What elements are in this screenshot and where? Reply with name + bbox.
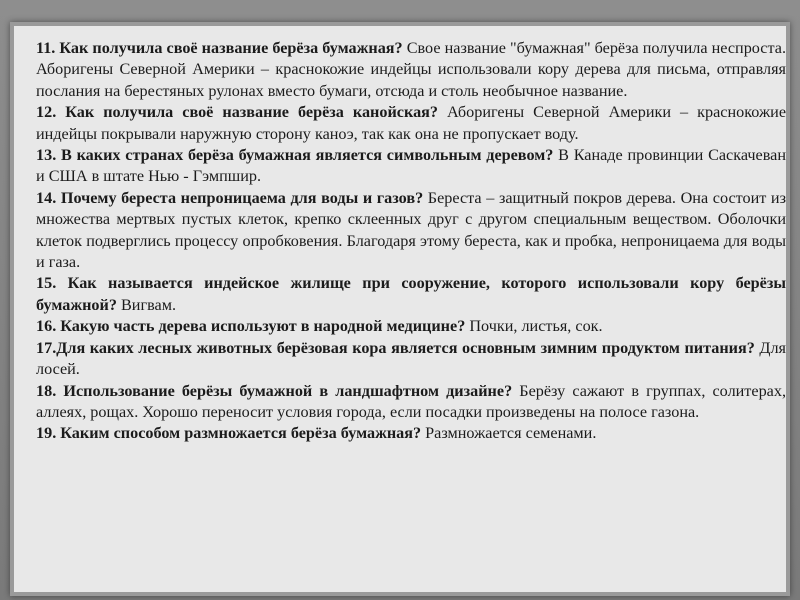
question-11: 11. Как получила своё название берёза бумажная? — [36, 39, 403, 57]
question-19: 19. Каким способом размножается берёза бумажная? — [36, 424, 422, 443]
slide — [10, 22, 790, 596]
question-16: 16. Какую часть дерева используют в народной медицине? — [36, 317, 466, 336]
question-13: 13. В каких странах берёза бумажная является символьным деревом? — [36, 146, 554, 165]
answer-11: Свое название "бумажная" берёза получила неспроста. Аборигены Северной Америки – краснокожие индейцы использовали кору дерева для письма, отправляя послания на берестяных рулонах вместо бумаги, отсюда и столь необычное название. — [36, 39, 786, 100]
qa-item-11 — [36, 38, 786, 102]
qa-item-17 — [36, 338, 786, 381]
qa-item-16 — [36, 316, 786, 337]
qa-item-15 — [36, 273, 786, 316]
qa-item-12 — [36, 102, 786, 145]
answer-16: Почки, листья, сок. — [465, 317, 603, 336]
answer-13: В Канаде провинции Саскачеван и США в штате Нью - Гэмпшир. — [36, 146, 786, 186]
qa-item-14 — [36, 188, 786, 274]
question-14: 14. Почему береста непроницаема для воды и газов? — [36, 188, 424, 207]
answer-12: Аборигены Северной Америки – краснокожие индейцы покрывали наружную сторону каноэ, так как она не пропускает воду. — [36, 103, 787, 143]
question-15: 15. Как называется индейское жилище при сооружение, которого использовали кору берёзы бумажной? — [36, 274, 786, 314]
answer-18: Берёзу сажают в группах, солитерах, аллеях, рощах. Хорошо переносит условия города, если посадки произведены на полосе газона. — [36, 381, 786, 421]
question-12: 12. Как получила своё название берёза канойская? — [36, 103, 439, 122]
answer-17: Для лосей. — [36, 338, 786, 379]
qa-item-19 — [36, 423, 786, 444]
qa-text-block — [36, 38, 786, 445]
answer-19: Размножается семенами. — [421, 424, 597, 443]
answer-15: Вигвам. — [116, 295, 177, 314]
qa-item-13 — [36, 145, 786, 188]
question-18: 18. Использование берёзы бумажной в ландшафтном дизайне? — [36, 381, 513, 400]
qa-item-18 — [36, 381, 786, 424]
answer-14: Береста – защитный покров дерева. Она состоит из множества мертвых пустых клеток, крепко склеенных друг с другом специальным веществом. Оболочки клеток подверглись процессу опробковения. Благодаря этому береста, как и пробка, непроницаема для воды и газа. — [36, 188, 786, 272]
question-17: 17.Для каких лесных животных берёзовая кора является основным зимним продуктом питания? — [36, 338, 755, 357]
